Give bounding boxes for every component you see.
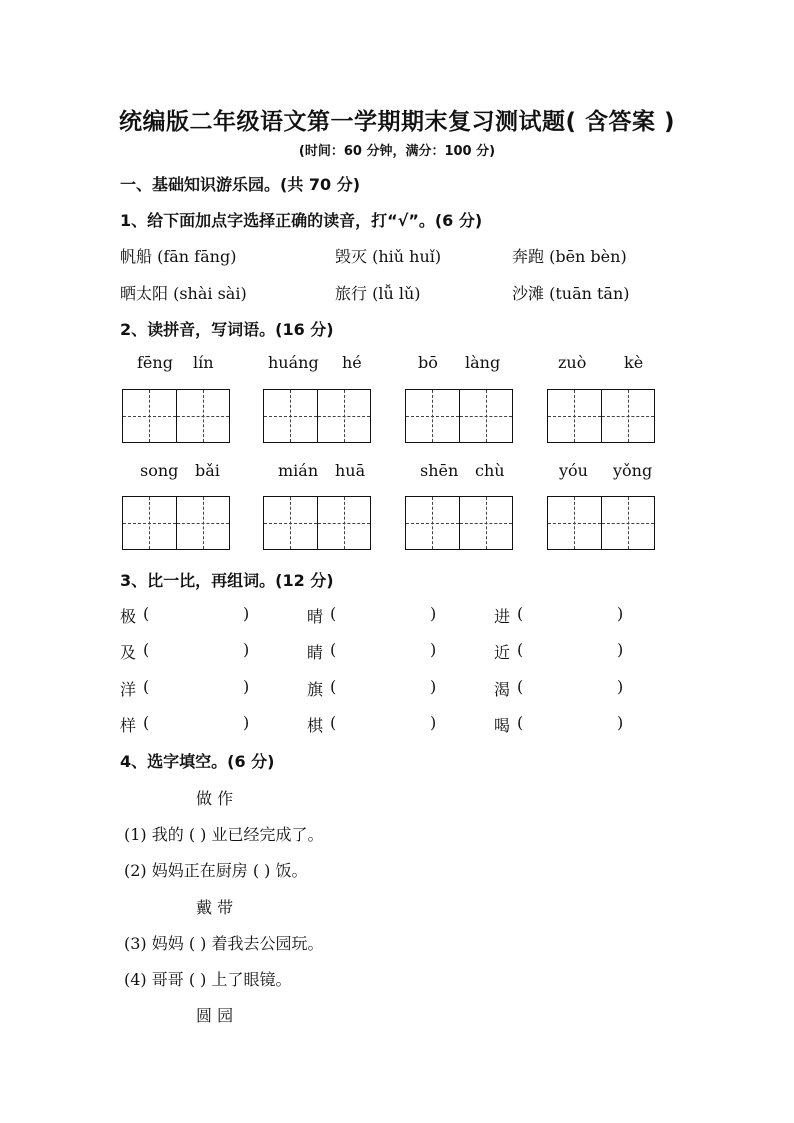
answer-open-paren: ( xyxy=(330,604,337,623)
fill-sentence: (2) 妈妈正在厨房 ( ) 饭。 xyxy=(124,861,308,880)
exam-info: (时间：60 分钟，满分：100 分) xyxy=(298,144,496,159)
q1-item-shaitaiyang: 晒太阳 (shài sài) xyxy=(120,284,247,303)
compare-char: 旗 xyxy=(307,680,324,699)
writing-grid[interactable] xyxy=(122,496,230,550)
writing-grid[interactable] xyxy=(405,496,513,550)
compare-char: 及 xyxy=(120,643,137,662)
writing-grid[interactable] xyxy=(263,389,371,443)
pinyin-syllable: chù xyxy=(475,461,505,480)
q4-heading: 4、选字填空。(6 分) xyxy=(120,752,275,771)
writing-grid[interactable] xyxy=(547,389,655,443)
compare-char: 渴 xyxy=(494,680,511,699)
answer-open-paren: ( xyxy=(330,677,337,696)
answer-close-paren: ) xyxy=(430,604,437,623)
pinyin-syllable: song xyxy=(140,461,179,480)
char-choice-pair: 戴 带 xyxy=(196,898,234,917)
answer-open-paren: ( xyxy=(330,713,337,732)
compare-char: 样 xyxy=(120,716,137,735)
answer-open-paren: ( xyxy=(517,640,524,659)
answer-close-paren: ) xyxy=(617,604,624,623)
q1-heading: 1、给下面加点字选择正确的读音，打“√”。(6 分) xyxy=(120,211,483,230)
answer-open-paren: ( xyxy=(143,677,150,696)
answer-close-paren: ) xyxy=(430,677,437,696)
pinyin-syllable: huáng xyxy=(268,353,319,372)
q3-heading: 3、比一比，再组词。(12 分) xyxy=(120,571,334,590)
fill-sentence: (1) 我的 ( ) 业已经完成了。 xyxy=(124,825,324,844)
answer-open-paren: ( xyxy=(143,604,150,623)
q2-heading: 2、读拼音，写词语。(16 分) xyxy=(120,320,334,339)
answer-close-paren: ) xyxy=(430,640,437,659)
pinyin-syllable: yóu xyxy=(559,461,588,480)
answer-close-paren: ) xyxy=(243,713,250,732)
answer-open-paren: ( xyxy=(143,713,150,732)
part1-heading: 一、基础知识游乐园。(共 70 分) xyxy=(120,175,361,194)
pinyin-syllable: yǒng xyxy=(613,461,653,480)
answer-close-paren: ) xyxy=(243,677,250,696)
writing-grid[interactable] xyxy=(263,496,371,550)
answer-close-paren: ) xyxy=(617,713,624,732)
pinyin-syllable: zuò xyxy=(558,353,587,372)
answer-open-paren: ( xyxy=(517,604,524,623)
compare-char: 喝 xyxy=(494,716,511,735)
pinyin-syllable: shēn xyxy=(420,461,459,480)
q1-item-benpao: 奔跑 (bēn bèn) xyxy=(512,247,627,266)
answer-open-paren: ( xyxy=(517,713,524,732)
pinyin-syllable: lín xyxy=(193,353,214,372)
pinyin-syllable: fēng xyxy=(137,353,173,372)
compare-char: 近 xyxy=(494,643,511,662)
q1-item-shatan: 沙滩 (tuān tān) xyxy=(512,284,630,303)
compare-char: 极 xyxy=(120,607,137,626)
page-title: 统编版二年级语文第一学期期末复习测试题( 含答案 ) xyxy=(118,109,676,135)
pinyin-syllable: huā xyxy=(335,461,366,480)
char-choice-pair: 做 作 xyxy=(196,789,234,808)
compare-char: 棋 xyxy=(307,716,324,735)
pinyin-syllable: hé xyxy=(342,353,362,372)
char-choice-pair: 圆 园 xyxy=(196,1006,234,1025)
answer-close-paren: ) xyxy=(243,604,250,623)
compare-char: 晴 xyxy=(307,607,324,626)
answer-open-paren: ( xyxy=(330,640,337,659)
fill-sentence: (3) 妈妈 ( ) 着我去公园玩。 xyxy=(124,934,324,953)
pinyin-syllable: mián xyxy=(278,461,319,480)
pinyin-syllable: bō xyxy=(418,353,438,372)
q1-item-fanchuan: 帆船 (fān fāng) xyxy=(120,247,237,266)
answer-close-paren: ) xyxy=(243,640,250,659)
q1-item-lvxing: 旅行 (lǚ lǔ) xyxy=(335,284,421,303)
fill-sentence: (4) 哥哥 ( ) 上了眼镜。 xyxy=(124,970,292,989)
answer-open-paren: ( xyxy=(517,677,524,696)
answer-close-paren: ) xyxy=(430,713,437,732)
answer-close-paren: ) xyxy=(617,640,624,659)
writing-grid[interactable] xyxy=(122,389,230,443)
compare-char: 进 xyxy=(494,607,511,626)
compare-char: 睛 xyxy=(307,643,324,662)
pinyin-syllable: kè xyxy=(624,353,644,372)
pinyin-syllable: làng xyxy=(465,353,501,372)
q1-item-huimie: 毁灭 (hiǔ huǐ) xyxy=(335,247,442,266)
writing-grid[interactable] xyxy=(547,496,655,550)
compare-char: 洋 xyxy=(120,680,137,699)
writing-grid[interactable] xyxy=(405,389,513,443)
pinyin-syllable: bǎi xyxy=(195,461,220,480)
answer-close-paren: ) xyxy=(617,677,624,696)
answer-open-paren: ( xyxy=(143,640,150,659)
